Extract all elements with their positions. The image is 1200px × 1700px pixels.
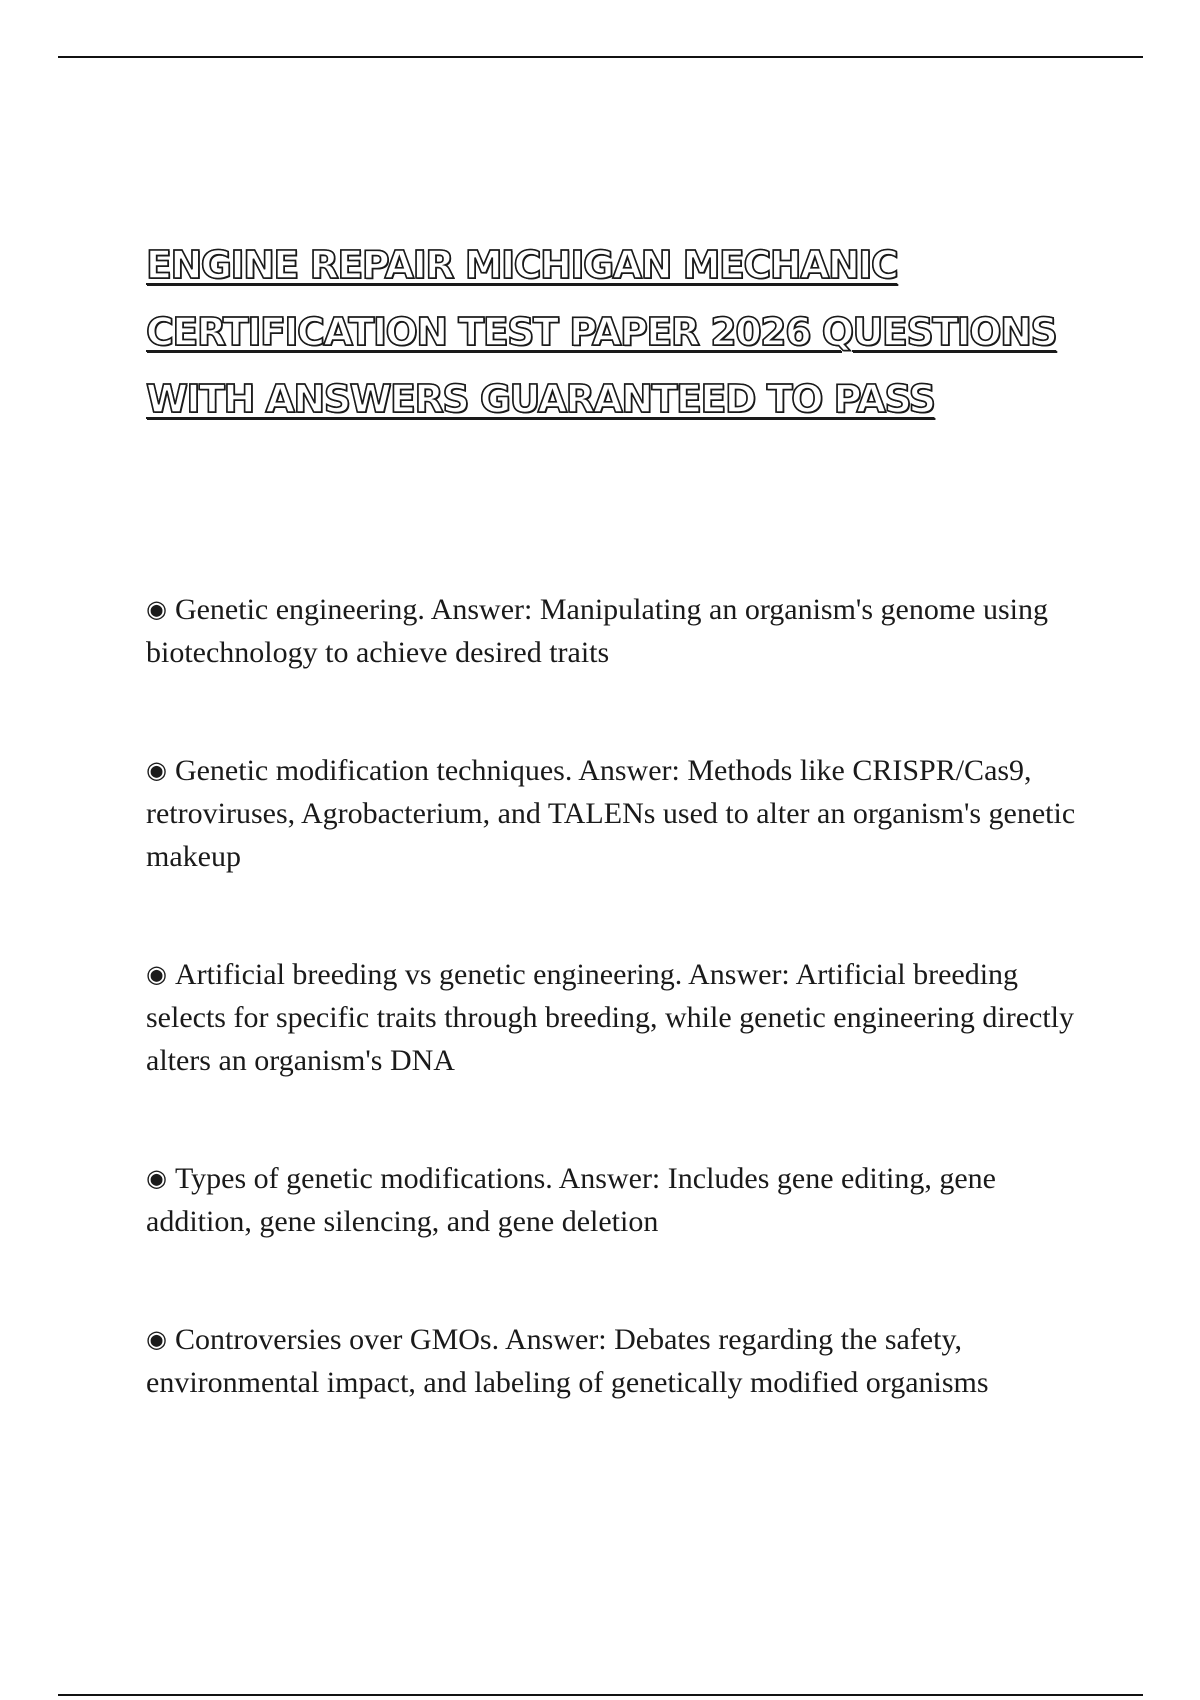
answer-text: Includes gene editing, gene addition, gene silencing, and gene deletion: [146, 1162, 996, 1238]
radio-bullet-icon: ◉: [146, 1325, 167, 1353]
title-line-2: CERTIFICATION TEST PAPER 2026 QUESTIONS: [146, 310, 1057, 354]
question-text: Types of genetic modifications.: [174, 1162, 553, 1195]
qa-item: [146, 953, 1096, 1082]
question-text: Artificial breeding vs genetic engineering.: [174, 958, 683, 991]
title-line-3: WITH ANSWERS GUARANTEED TO PASS: [146, 377, 935, 421]
answer-prefix: Answer:: [688, 958, 790, 991]
answer-text: Manipulating an organism's genome using biotechnology to achieve desired traits: [146, 593, 1048, 669]
document-title: [146, 232, 1086, 433]
answer-prefix: Answer:: [558, 1162, 661, 1195]
radio-bullet-icon: ◉: [146, 1164, 167, 1192]
qa-item: [146, 749, 1096, 878]
radio-bullet-icon: ◉: [146, 960, 167, 988]
question-text: Controversies over GMOs.: [174, 1323, 500, 1356]
answer-prefix: Answer:: [504, 1323, 607, 1356]
question-text: Genetic modification techniques.: [174, 754, 573, 787]
answer-text: Artificial breeding selects for specific traits through breeding, while genetic engineering directly alters an organism's DNA: [146, 958, 1074, 1077]
answer-prefix: Answer:: [578, 754, 680, 787]
radio-bullet-icon: ◉: [146, 756, 167, 784]
header-rule: [58, 56, 1143, 58]
answer-text: Methods like CRISPR/Cas9, retroviruses, Agrobacterium, and TALENs used to alter an organism's genetic makeup: [146, 754, 1076, 873]
title-line-1: ENGINE REPAIR MICHIGAN MECHANIC: [146, 243, 898, 287]
answer-text: Debates regarding the safety, environmental impact, and labeling of genetically modified organisms: [146, 1323, 989, 1399]
qa-item: [146, 1318, 1096, 1404]
qa-item: [146, 1157, 1096, 1243]
footer-rule: [58, 1694, 1143, 1696]
answer-prefix: Answer:: [430, 593, 533, 626]
question-answer-list: [146, 588, 1096, 1479]
question-text: Genetic engineering.: [174, 593, 425, 626]
radio-bullet-icon: ◉: [146, 595, 167, 623]
qa-item: [146, 588, 1096, 674]
